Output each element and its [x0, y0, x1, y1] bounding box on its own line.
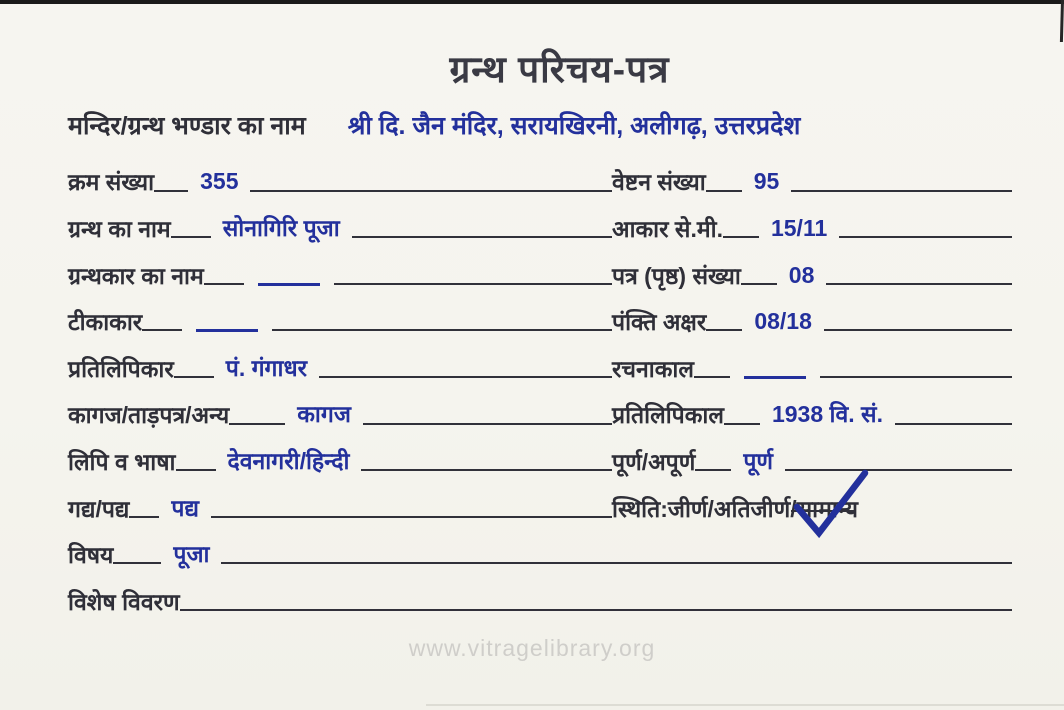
temple-name-value-handwritten: श्री दि. जैन मंदिर, सरायखिरनी, अलीगढ़, उत्तरप्रदेश — [347, 112, 801, 140]
field-label: पत्र (पृष्ठ) संख्या — [612, 262, 741, 289]
option-separator: / — [707, 495, 714, 522]
field-left-7 — [68, 481, 612, 528]
field-label: प्रतिलिपिकार — [68, 355, 174, 382]
ruled-line — [723, 236, 759, 238]
ruled-line — [791, 190, 1012, 192]
ruled-line — [204, 283, 244, 285]
ruled-line — [171, 236, 211, 238]
ruled-line — [741, 283, 777, 285]
ruled-line — [824, 329, 1012, 331]
field-right-7 — [612, 481, 1012, 528]
field-left-8 — [68, 528, 1012, 575]
field-label: लिपि व भाषा — [68, 449, 176, 476]
field-right-3 — [612, 295, 1012, 342]
field-value-handwritten: पद्य — [171, 494, 199, 521]
ruled-line — [129, 516, 159, 518]
ruled-line — [706, 190, 742, 192]
field-label: ग्रन्थ का नाम — [68, 216, 171, 243]
ruled-line — [272, 329, 612, 331]
field-left-1 — [68, 202, 612, 249]
form-rows — [68, 155, 1012, 621]
field-left-6 — [68, 435, 612, 482]
field-right-2 — [612, 248, 1012, 295]
ruled-line — [724, 423, 760, 425]
field-label: स्थिति: — [612, 495, 668, 522]
form-row — [68, 202, 1012, 249]
ruled-line — [334, 283, 612, 285]
ruled-line — [211, 516, 612, 518]
field-label: आकार से.मी. — [612, 216, 723, 243]
form-row — [68, 574, 1012, 621]
ruled-line — [895, 423, 1012, 425]
temple-name-label: मन्दिर/ग्रन्थ भण्डार का नाम — [68, 112, 306, 140]
field-value-handwritten: पूजा — [173, 541, 210, 568]
form-row — [68, 248, 1012, 295]
ruled-line — [174, 376, 214, 378]
condition-option: सामान्य — [797, 497, 858, 521]
ruled-line — [180, 609, 220, 611]
scan-bottom-edge — [426, 704, 1064, 706]
field-left-3 — [68, 295, 612, 342]
strike-line — [791, 510, 854, 512]
ruled-line — [820, 376, 1012, 378]
field-right-5 — [612, 388, 1012, 435]
form-row — [68, 341, 1012, 388]
field-label: ग्रन्थकार का नाम — [68, 262, 204, 289]
ruled-line — [176, 469, 216, 471]
field-label: विषय — [68, 542, 114, 569]
field-value-handwritten: 08/18 — [754, 308, 812, 335]
field-label: विशेष विवरण — [68, 588, 180, 615]
condition-option: अतिजीर्ण — [713, 495, 791, 522]
form-row — [68, 295, 1012, 342]
field-value-handwritten: 355 — [200, 168, 239, 195]
ruled-line — [695, 469, 731, 471]
field-value-handwritten: पूर्ण — [743, 448, 774, 475]
ruled-line — [363, 423, 612, 425]
field-value-handwritten: 95 — [753, 168, 780, 195]
field-right-1 — [612, 202, 1012, 249]
ruled-line — [154, 190, 188, 192]
ruled-line — [220, 609, 1012, 611]
ruled-line — [826, 283, 1012, 285]
ruled-line — [142, 329, 182, 331]
ruled-line — [229, 423, 285, 425]
ruled-line — [221, 562, 1012, 564]
ruled-line — [839, 236, 1012, 238]
form-row — [68, 435, 1012, 482]
field-label: क्रम संख्या — [68, 169, 155, 196]
handwritten-blank-dash — [196, 329, 258, 332]
field-value-handwritten: कागज — [297, 401, 351, 428]
field-label: वेष्टन संख्या — [612, 169, 706, 196]
field-value-handwritten: सोनागिरि पूजा — [222, 215, 340, 242]
field-left-2 — [68, 248, 612, 295]
field-left-9 — [68, 574, 1012, 621]
temple-name-row — [68, 108, 1034, 142]
field-value-handwritten: 1938 वि. सं. — [771, 401, 883, 428]
field-left-0 — [68, 155, 612, 202]
ruled-line — [361, 469, 612, 471]
field-label: पूर्ण/अपूर्ण — [612, 449, 696, 476]
ruled-line — [319, 376, 612, 378]
handwritten-blank-dash — [258, 283, 320, 286]
field-label: कागज/ताड़पत्र/अन्य — [68, 402, 230, 429]
condition-option: जीर्ण — [667, 495, 708, 522]
field-left-5 — [68, 388, 612, 435]
form-row — [68, 528, 1012, 575]
handwritten-blank-dash — [744, 376, 806, 379]
field-value-handwritten: 08 — [788, 261, 815, 288]
field-label: पंक्ति अक्षर — [612, 309, 707, 336]
field-value-handwritten: 15/11 — [770, 215, 828, 242]
form-row — [68, 388, 1012, 435]
scan-right-edge — [1060, 0, 1064, 42]
form-row — [68, 155, 1012, 202]
ruled-line — [706, 329, 742, 331]
card-title: ग्रन्थ परिचय-पत्र — [449, 49, 670, 90]
field-label: गद्य/पद्य — [68, 495, 130, 522]
field-right-6 — [612, 435, 1012, 482]
field-value-handwritten: पं. गंगाधर — [225, 354, 308, 381]
ruled-line — [694, 376, 730, 378]
watermark-text: www.vitragelibrary.org — [408, 635, 656, 661]
field-right-0 — [612, 155, 1012, 202]
ruled-line — [113, 562, 161, 564]
option-separator: / — [790, 495, 797, 522]
ruled-line — [250, 190, 612, 192]
ruled-line — [785, 469, 1012, 471]
field-label: प्रतिलिपिकाल — [612, 402, 724, 429]
field-value-handwritten: देवनागरी/हिन्दी — [227, 448, 350, 475]
field-left-4 — [68, 341, 612, 388]
scan-top-edge — [0, 0, 1064, 4]
ruled-line — [352, 236, 612, 238]
field-label: रचनाकाल — [612, 355, 694, 382]
form-row — [68, 481, 1012, 528]
field-label: टीकाकार — [68, 309, 143, 336]
field-right-4 — [612, 341, 1012, 388]
